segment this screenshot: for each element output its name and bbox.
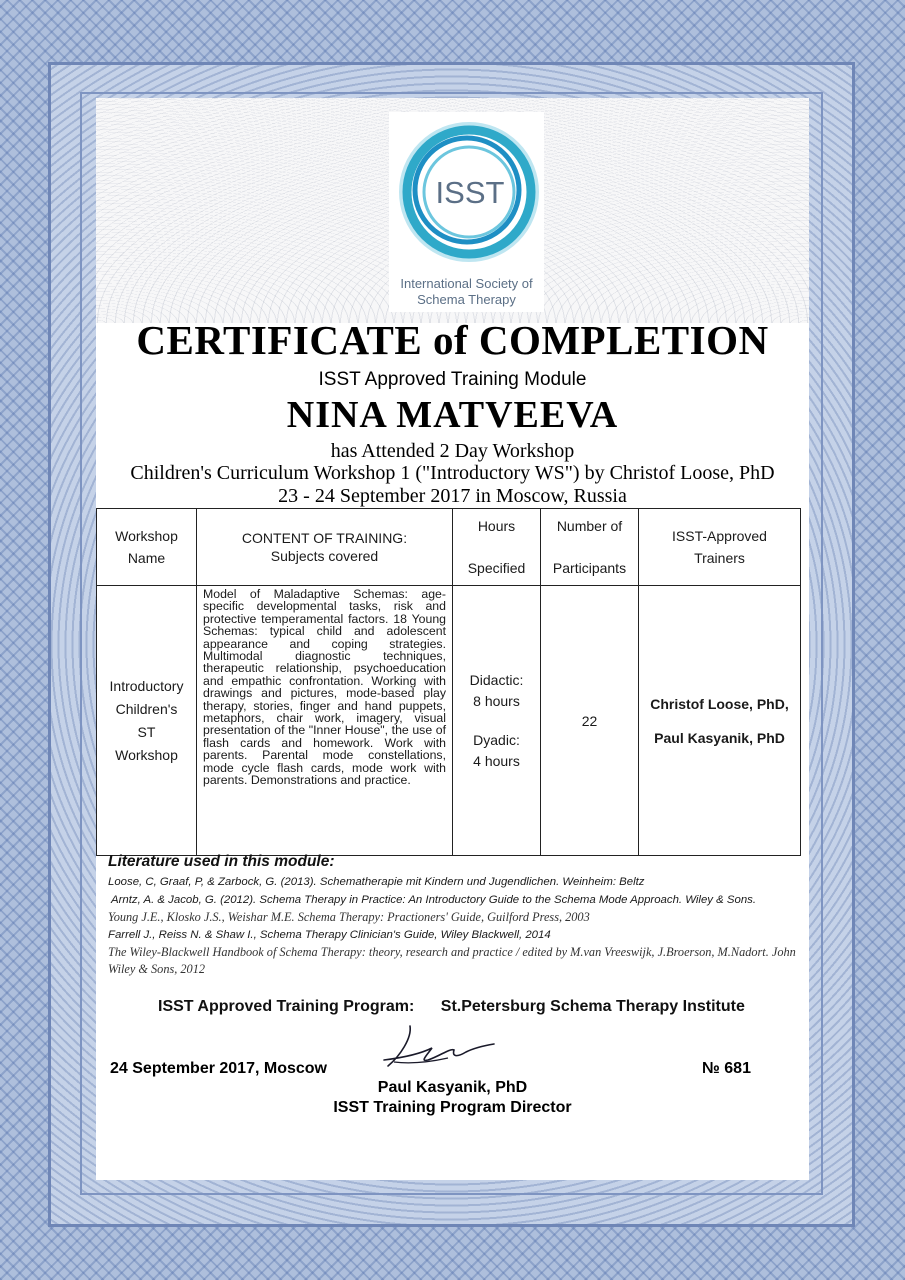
- header-workshop-name-line2: Name: [127, 550, 166, 566]
- literature-item: Young J.E., Klosko J.S., Weishar M.E. Schema Therapy: Practioners' Guide, Guilford Press, 2003: [108, 910, 590, 924]
- table-row: [97, 586, 801, 856]
- dyadic-label: Dyadic:: [473, 731, 520, 748]
- certificate-subtitle: ISST Approved Training Module: [318, 369, 587, 390]
- workshop-name-line2: Children's: [115, 700, 178, 717]
- header-hours-line2: Specified: [467, 560, 526, 576]
- table-header-row: [97, 509, 801, 586]
- logo-acronym: ISST: [435, 175, 505, 210]
- certificate-title: CERTIFICATE of COMPLETION: [136, 317, 769, 363]
- literature-item: Loose, C, Graaf, P, & Zarbock, G. (2013). Schematherapie mit Kindern und Jugendlichen. Weinheim: Beltz: [108, 876, 645, 888]
- header-trainers: [639, 509, 801, 586]
- literature-item: Arntz, A. & Jacob, G. (2012). Schema Therapy in Practice: An Introductory Guide to the Schema Mode Approach. Wiley & Sons.: [111, 893, 757, 906]
- certificate-number: № 681: [702, 1060, 751, 1077]
- workshop-dates: 23 - 24 September 2017 in Moscow, Russia: [278, 485, 627, 507]
- signer-name: Paul Kasyanik, PhD: [377, 1079, 528, 1096]
- literature-item: The Wiley-Blackwell Handbook of Schema Therapy: theory, research and practice / edited by M.van Vreeswijk, J.Broerson, M.Nadort. John Wiley & Sons, 2012: [108, 945, 796, 976]
- issue-date-place: 24 September 2017, Moscow: [110, 1060, 327, 1077]
- trainer-1: Christof Loose, PhD,: [650, 695, 789, 712]
- signer-title: ISST Training Program Director: [333, 1099, 572, 1116]
- header-content-line1: CONTENT OF TRAINING:: [241, 530, 408, 546]
- hours-cell: [453, 586, 541, 856]
- header-hours: [453, 509, 541, 586]
- header-participants-line1: Number of: [556, 518, 623, 534]
- header-workshop-name-line1: Workshop: [115, 528, 178, 544]
- workshop-name-line4: Workshop: [115, 746, 178, 763]
- logo-caption-line2: Schema Therapy: [417, 292, 516, 307]
- header-trainers-line1: ISST-Approved: [672, 528, 767, 544]
- attendance-statement: has Attended 2 Day Workshop: [330, 440, 575, 462]
- literature-title: Literature used in this module:: [108, 853, 335, 870]
- training-table: [96, 508, 801, 856]
- workshop-name-cell: [97, 586, 197, 856]
- isst-logo: [389, 112, 544, 312]
- literature-list: [108, 874, 798, 978]
- header-hours-line1: Hours: [477, 518, 516, 534]
- header-trainers-line2: Trainers: [694, 550, 745, 566]
- isst-logo-rings-icon: [389, 112, 544, 287]
- content-cell: Model of Maladaptive Schemas: age-specific developmental tasks, risk and protective temperamental factors. 18 Young Schemas: typical child and adolescent appearance and coping strategies. Multimodal diagnostic techniques, therapeutic relationship, psychoeducation and empathic confrontation. Working with drawings and pictures, mode-based play therapy, stories, finger and hand puppets, metaphors, chair work, imagery, visual presentation of the "Inner House", the use of flash cards and homework. Work with parents. Parental mode constellations, mode cycle flash cards, mode work with parents. Demonstrations and practice.: [197, 586, 453, 856]
- didactic-label: Didactic:: [469, 671, 524, 688]
- trainer-2: Paul Kasyanik, PhD: [654, 729, 785, 746]
- workshop-description: Children's Curriculum Workshop 1 ("Introductory WS") by Christof Loose, PhD: [130, 462, 775, 484]
- signature-image: [370, 1018, 510, 1078]
- logo-caption-line1: International Society of: [400, 276, 533, 291]
- program-label: ISST Approved Training Program:: [158, 998, 415, 1015]
- program-name: St.Petersburg Schema Therapy Institute: [440, 998, 745, 1015]
- trainers-cell: [639, 586, 801, 856]
- program-line: [158, 998, 758, 1016]
- header-content-line2: Subjects covered: [270, 548, 379, 564]
- header-participants: [541, 509, 639, 586]
- header-content: [197, 509, 453, 586]
- dyadic-hours: 4 hours: [473, 752, 520, 769]
- header-participants-line2: Participants: [552, 560, 627, 576]
- literature-item: Farrell J., Reiss N. & Shaw I., Schema Therapy Clinician's Guide, Wiley Blackwell, 2014: [108, 928, 551, 941]
- workshop-name-line1: Introductory: [109, 677, 184, 694]
- recipient-name: NINA MATVEEVA: [286, 394, 619, 436]
- header-workshop-name: [97, 509, 197, 586]
- didactic-hours: 8 hours: [473, 692, 520, 709]
- participants-cell: 22: [541, 586, 639, 856]
- workshop-name-line3: ST: [137, 723, 156, 740]
